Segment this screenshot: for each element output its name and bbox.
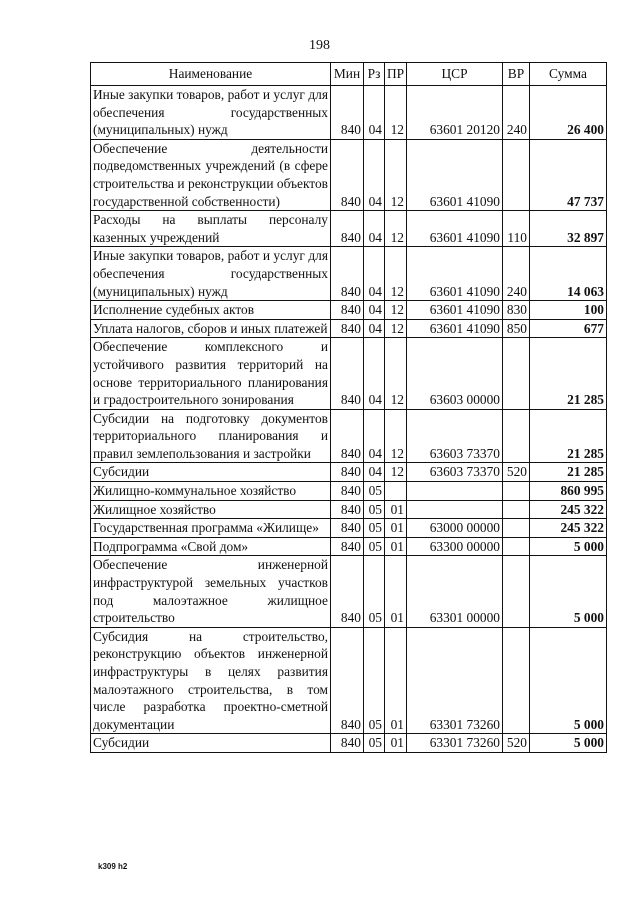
cell-sum: 245 322 [530,500,607,519]
cell-name: Уплата налогов, сборов и иных платежей [91,319,331,338]
cell-csr: 63601 41090 [407,301,503,320]
cell-rz: 05 [364,519,385,538]
table-row [91,139,607,210]
cell-sum: 32 897 [530,211,607,247]
cell-min: 840 [331,463,364,482]
cell-vr [503,627,530,734]
cell-csr: 63601 41090 [407,319,503,338]
cell-rz: 04 [364,463,385,482]
cell-min: 840 [331,734,364,753]
cell-vr [503,556,530,627]
cell-pr: 01 [385,627,407,734]
cell-vr: 520 [503,463,530,482]
cell-sum: 5 000 [530,537,607,556]
cell-csr: 63601 41090 [407,139,503,210]
cell-pr: 01 [385,500,407,519]
cell-sum: 245 322 [530,519,607,538]
cell-min: 840 [331,319,364,338]
header-csr: ЦСР [407,63,503,86]
cell-sum: 5 000 [530,734,607,753]
cell-csr: 63300 00000 [407,537,503,556]
table-row [91,537,607,556]
cell-rz: 04 [364,86,385,140]
cell-name: Субсидии [91,734,331,753]
table-header [91,63,607,86]
cell-pr: 01 [385,537,407,556]
cell-min: 840 [331,247,364,301]
cell-name: Исполнение судебных актов [91,301,331,320]
cell-pr: 12 [385,338,407,409]
table-row [91,519,607,538]
cell-pr: 12 [385,86,407,140]
table-row [91,463,607,482]
cell-pr: 12 [385,319,407,338]
cell-sum: 21 285 [530,463,607,482]
cell-vr [503,537,530,556]
table-row [91,556,607,627]
table-row [91,301,607,320]
cell-csr: 63601 41090 [407,247,503,301]
cell-csr [407,482,503,501]
cell-rz: 04 [364,139,385,210]
table-row [91,211,607,247]
cell-min: 840 [331,211,364,247]
cell-pr: 01 [385,556,407,627]
cell-min: 840 [331,409,364,463]
table-row [91,409,607,463]
cell-sum: 677 [530,319,607,338]
cell-vr: 240 [503,86,530,140]
header-name: Наименование [91,63,331,86]
cell-min: 840 [331,482,364,501]
cell-pr: 12 [385,139,407,210]
cell-rz: 04 [364,301,385,320]
cell-rz: 04 [364,409,385,463]
cell-rz: 05 [364,556,385,627]
cell-min: 840 [331,500,364,519]
cell-sum: 860 995 [530,482,607,501]
cell-csr: 63000 00000 [407,519,503,538]
cell-csr: 63603 00000 [407,338,503,409]
cell-name: Обеспечение инженерной инфраструктурой земельных участков под малоэтажное жилищное строительство [91,556,331,627]
cell-vr [503,482,530,501]
cell-name: Жилищно-коммунальное хозяйство [91,482,331,501]
cell-sum: 14 063 [530,247,607,301]
cell-name: Обеспечение комплексного и устойчивого развития территорий на основе территориального планирования и градостроительного зонирования [91,338,331,409]
cell-rz: 04 [364,211,385,247]
cell-csr [407,500,503,519]
header-min: Мин [331,63,364,86]
cell-sum: 47 737 [530,139,607,210]
cell-pr: 12 [385,463,407,482]
table-row [91,482,607,501]
cell-rz: 04 [364,338,385,409]
cell-pr: 01 [385,734,407,753]
cell-sum: 26 400 [530,86,607,140]
cell-rz: 04 [364,247,385,301]
cell-csr: 63301 73260 [407,734,503,753]
cell-min: 840 [331,338,364,409]
cell-name: Субсидии [91,463,331,482]
cell-vr: 850 [503,319,530,338]
cell-sum: 21 285 [530,409,607,463]
cell-pr: 12 [385,211,407,247]
cell-name: Подпрограмма «Свой дом» [91,537,331,556]
cell-csr: 63603 73370 [407,409,503,463]
cell-sum: 100 [530,301,607,320]
table-row [91,247,607,301]
table-row [91,500,607,519]
footer-code: k309 h2 [98,862,128,871]
cell-min: 840 [331,537,364,556]
cell-rz: 05 [364,500,385,519]
cell-csr: 63301 00000 [407,556,503,627]
cell-min: 840 [331,519,364,538]
cell-name: Субсидия на строительство, реконструкцию объектов инженерной инфраструктуры в целях развития малоэтажного строительства, в том числе разработка проектно-сметной документации [91,627,331,734]
cell-rz: 04 [364,319,385,338]
cell-name: Иные закупки товаров, работ и услуг для обеспечения государственных (муниципальных) нужд [91,86,331,140]
cell-vr: 830 [503,301,530,320]
cell-name: Жилищное хозяйство [91,500,331,519]
cell-sum: 5 000 [530,627,607,734]
cell-vr [503,409,530,463]
cell-csr: 63601 41090 [407,211,503,247]
cell-vr: 240 [503,247,530,301]
cell-pr: 12 [385,409,407,463]
page-number: 198 [309,38,330,53]
cell-pr: 01 [385,519,407,538]
cell-csr: 63603 73370 [407,463,503,482]
cell-vr [503,139,530,210]
cell-name: Государственная программа «Жилище» [91,519,331,538]
cell-pr: 12 [385,247,407,301]
table-body [91,86,607,753]
table-row [91,338,607,409]
header-rz: Рз [364,63,385,86]
cell-vr: 520 [503,734,530,753]
table-row [91,319,607,338]
cell-csr: 63601 20120 [407,86,503,140]
cell-vr: 110 [503,211,530,247]
cell-name: Обеспечение деятельности подведомственных учреждений (в сфере строительства и реконструкции объектов государственной собственности) [91,139,331,210]
header-pr: ПР [385,63,407,86]
header-vr: ВР [503,63,530,86]
cell-min: 840 [331,556,364,627]
cell-rz: 05 [364,482,385,501]
cell-sum: 5 000 [530,556,607,627]
cell-vr [503,500,530,519]
cell-rz: 05 [364,627,385,734]
cell-csr: 63301 73260 [407,627,503,734]
cell-rz: 05 [364,537,385,556]
cell-rz: 05 [364,734,385,753]
table-row [91,627,607,734]
cell-min: 840 [331,86,364,140]
table-row [91,734,607,753]
table-row [91,86,607,140]
cell-min: 840 [331,301,364,320]
cell-min: 840 [331,139,364,210]
header-sum: Сумма [530,63,607,86]
cell-sum: 21 285 [530,338,607,409]
cell-min: 840 [331,627,364,734]
cell-vr [503,338,530,409]
cell-name: Расходы на выплаты персоналу казенных учреждений [91,211,331,247]
cell-pr [385,482,407,501]
cell-name: Субсидии на подготовку документов территориального планирования и правил землепользования и застройки [91,409,331,463]
cell-vr [503,519,530,538]
cell-pr: 12 [385,301,407,320]
cell-name: Иные закупки товаров, работ и услуг для обеспечения государственных (муниципальных) нужд [91,247,331,301]
header-row [91,63,607,86]
budget-table [90,62,607,753]
